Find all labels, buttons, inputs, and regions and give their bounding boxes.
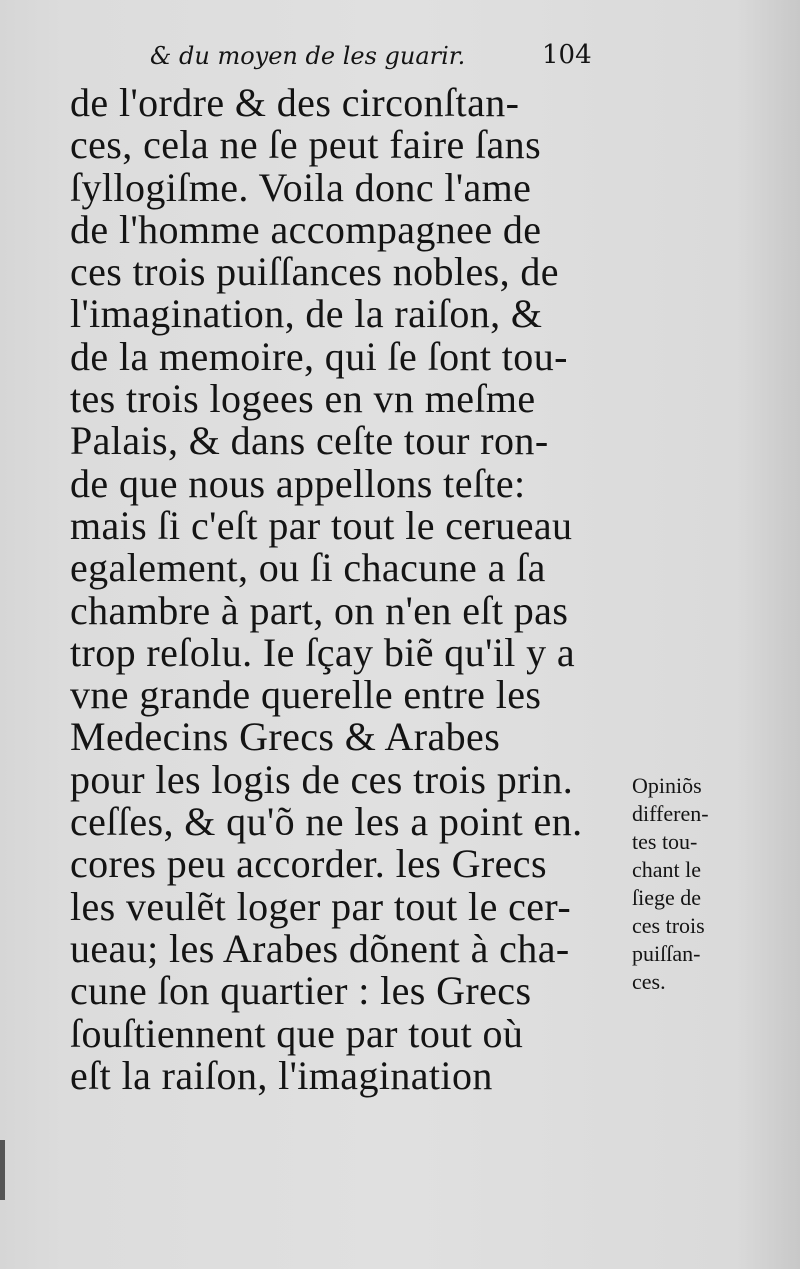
- body-text: [70, 82, 630, 1097]
- text-line: de l'homme accompagnee de: [70, 206, 542, 252]
- page-number: 104: [542, 40, 592, 70]
- text-line: ueau; les Arabes dõnent à cha-: [70, 925, 570, 971]
- running-header: [150, 36, 620, 80]
- text-line: trop reſolu. Ie ſçay biẽ qu'il y a: [70, 629, 576, 675]
- page-edge-mark: [0, 1140, 5, 1200]
- margin-note-line: puiſſan-: [632, 941, 701, 966]
- margin-note: [632, 772, 772, 996]
- text-line: egalement, ou ſi chacune a ſa: [70, 545, 546, 591]
- text-line: de la memoire, qui ſe ſont tou-: [70, 333, 568, 379]
- margin-note-line: ces trois: [632, 913, 705, 938]
- text-line: chambre à part, on n'en eſt pas: [70, 587, 569, 633]
- text-line: ces, cela ne ſe peut faire ſans: [70, 122, 542, 168]
- text-line: ceſſes, & qu'õ ne les a point en.: [70, 799, 583, 845]
- text-line: eſt la raiſon, l'imagination: [70, 1052, 493, 1098]
- text-line: ſyllogiſme. Voila donc l'ame: [70, 164, 532, 210]
- text-line: cune ſon quartier : les Grecs: [70, 968, 532, 1014]
- margin-note-line: ſiege de: [632, 885, 702, 910]
- margin-note-line: ces.: [632, 969, 666, 994]
- text-line: l'imagination, de la raiſon, &: [70, 291, 543, 337]
- text-line: vne grande querelle entre les: [70, 672, 542, 718]
- text-line: pour les logis de ces trois prin.: [70, 756, 574, 802]
- text-line: mais ſi c'eſt par tout le cerueau: [70, 502, 573, 548]
- text-line: cores peu accorder. les Grecs: [70, 841, 547, 887]
- margin-note-line: differen-: [632, 801, 709, 826]
- text-line: Medecins Grecs & Arabes: [70, 714, 501, 760]
- text-line: Palais, & dans ceſte tour ron-: [70, 418, 549, 464]
- margin-note-line: tes tou-: [632, 829, 698, 854]
- text-line: de l'ordre & des circonſtan-: [70, 80, 520, 125]
- text-line: de que nous appellons teſte:: [70, 460, 526, 506]
- text-line: tes trois logees en vn meſme: [70, 376, 536, 422]
- text-line: ces trois puiſſances nobles, de: [70, 249, 559, 295]
- text-line: ſouſtiennent que par tout où: [70, 1010, 524, 1056]
- header-title: & du moyen de les guarir.: [150, 42, 466, 70]
- text-line: les veulẽt loger par tout le cer-: [70, 883, 572, 929]
- margin-note-line: chant le: [632, 857, 702, 882]
- margin-note-line: Opiniõs: [632, 773, 702, 798]
